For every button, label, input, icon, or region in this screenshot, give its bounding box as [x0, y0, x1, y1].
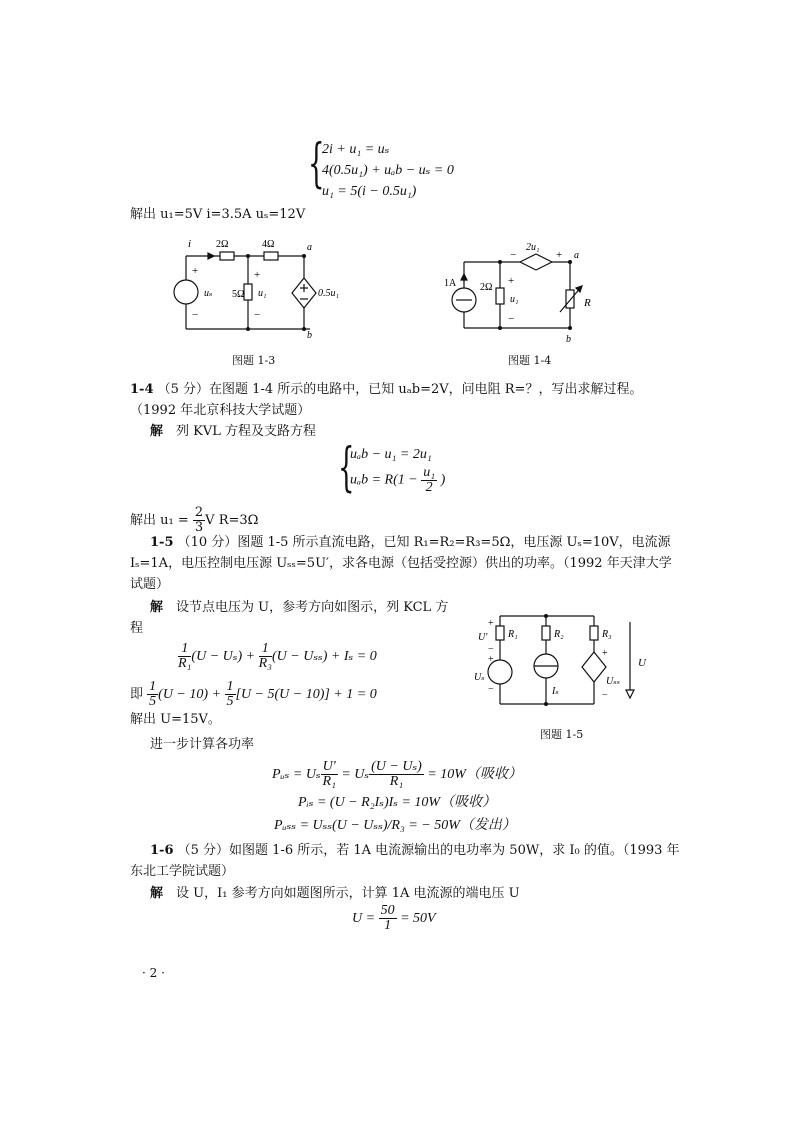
voltage-source-us — [174, 280, 198, 304]
system-brace: { — [338, 438, 355, 498]
resistor-2ohm — [220, 252, 234, 260]
problem-1-4-line1: 1-4 （5 分）在图题 1-4 所示的电路中，已知 uₐb=2V，问电阻 R=？，写出求解过程。 — [130, 382, 643, 397]
problem-1-5-line2: Iₛ=1A，电压控制电压源 Uₛₛ=5U′，求各电源（包括受控源）供出的功率。（1992 年天津大学 — [130, 556, 672, 571]
node-a: a — [574, 250, 579, 261]
solution-line: 解出 U=15V。 — [130, 712, 221, 727]
resistor-5ohm — [244, 284, 252, 300]
label-u1: u₁ — [258, 288, 267, 299]
label-0.5u1: 0.5u₁ — [318, 288, 339, 299]
system-brace: { — [308, 134, 325, 194]
variable-resistor-r — [566, 290, 574, 308]
label-2ohm: 2Ω — [480, 282, 493, 293]
plus-sign: + — [254, 269, 261, 281]
label-5ohm: 5Ω — [232, 289, 245, 300]
label-1a: 1A — [444, 278, 457, 289]
problem-1-5-line1: 1-5 （10 分）图题 1-5 所示直流电路，已知 R₁=R₂=R₃=5Ω，电压源 Uₛ=10V，电流源 — [150, 535, 671, 550]
equation: u₁ = 5(i − 0.5u₁) — [322, 184, 417, 199]
plus-sign: + — [508, 275, 515, 287]
problem-1-6-line1: 1-6 （5 分）如图题 1-6 所示，若 1A 电流源输出的电功率为 50W，求 I₀ 的值。（1993 年 — [150, 843, 680, 858]
plus-sign: + — [556, 249, 563, 261]
figure-caption: 图题 1-5 — [540, 728, 584, 741]
plus-sign: + — [488, 654, 494, 665]
label-r1: R₁ — [508, 629, 518, 640]
label-u1: u₁ — [510, 294, 519, 305]
plus-sign: + — [488, 618, 494, 629]
voltage-equation: U = $\frac{50}{1}$ = 50V — [352, 903, 436, 934]
circuit-figure-1-4 — [440, 238, 620, 348]
equation: 2i + u₁ = uₛ — [322, 142, 390, 157]
label-uprime: U′ — [478, 632, 488, 643]
label-2u1: 2u₁ — [526, 242, 540, 253]
resistor-r3 — [590, 626, 598, 640]
solution-intro: 解 设 U，I₁ 参考方向如题图所示，计算 1A 电流源的端电压 U — [150, 886, 520, 901]
minus-sign: − — [254, 309, 261, 321]
power-equation-3: Pᵤₛₛ = Uₛₛ(U − Uₛₛ)/R₃ = − 50W（发出） — [274, 818, 516, 833]
power-equation-1: Pᵤₛ = Uₛ $\frac{U'}{\text{R₁}}$ = Uₛ $\frac{\text{(U − Uₛ)}}{\text{R₁}}$ = 10W（吸收） — [272, 759, 522, 790]
equation: uₐb = R(1 − $\frac{\text{u₁}}{2}$ ) — [350, 465, 446, 495]
equation: uₐb − u₁ = 2u₁ — [350, 447, 432, 462]
power-equation-2: Pᵢₛ = (U − R₂Iₛ)Iₛ = 10W（吸收） — [298, 795, 497, 810]
label-4ohm: 4Ω — [262, 239, 275, 250]
node-b: b — [566, 334, 571, 345]
dependent-source-diamond — [520, 254, 552, 270]
minus-sign: − — [508, 313, 515, 325]
label-is: Iₛ — [552, 686, 559, 697]
kcl-numeric: 即 $\frac{1}{5}$ (U − 10) + $\frac{1}{5}$ [U − 5(U − 10)] + 1 = 0 — [130, 679, 377, 710]
label-us: Uₛ — [474, 672, 485, 683]
solution-intro: 解 列 KVL 方程及支路方程 — [150, 424, 317, 439]
dependent-source-diamond — [292, 278, 316, 308]
label-uss: Uₛₛ — [606, 676, 620, 687]
further-text: 进一步计算各功率 — [150, 737, 255, 752]
node-a: a — [307, 242, 312, 253]
kcl-equation: $\frac{1}{\text{R₁}}$ (U − Uₛ) + $\frac{1}{\text{R₃}}$ (U − Uₛₛ) + Iₛ = 0 — [178, 641, 377, 672]
label-u: U — [638, 657, 646, 669]
label-2ohm: 2Ω — [216, 239, 229, 250]
minus-sign: − — [510, 249, 517, 261]
resistor-r1 — [496, 626, 504, 640]
resistor-4ohm — [264, 252, 278, 260]
figure-caption: 图题 1-4 — [508, 354, 552, 367]
label-r2: R₂ — [554, 629, 564, 640]
equation: 4(0.5u₁) + uₐb − uₛ = 0 — [322, 163, 454, 178]
problem-1-6-line2: 东北工学院试题） — [130, 864, 235, 879]
label-r: R — [584, 297, 591, 309]
plus-sign: + — [192, 265, 199, 277]
minus-sign: − — [602, 690, 608, 701]
solution-line: 解出 u₁ = $\frac{2}{3}$ V R=3Ω — [130, 505, 259, 535]
problem-1-4-line2: （1992 年北京科技大学试题） — [130, 403, 311, 418]
label-r3: R₃ — [602, 629, 612, 640]
circuit-figure-1-5 — [470, 608, 660, 718]
solution-intro: 解 设节点电压为 U，参考方向如图示，列 KCL 方 — [150, 600, 449, 615]
page-number: · 2 · — [142, 966, 165, 980]
label-us: uₛ — [204, 288, 213, 299]
resistor-2ohm — [496, 288, 504, 304]
minus-sign: − — [488, 684, 494, 695]
label-i: i — [188, 238, 192, 250]
plus-sign: + — [602, 648, 608, 659]
circuit-figure-1-3 — [160, 232, 360, 342]
solution-intro-cont: 程 — [130, 621, 144, 636]
node-b: b — [307, 330, 312, 341]
minus-sign: − — [488, 644, 494, 655]
resistor-r2 — [542, 626, 550, 640]
minus-sign: − — [192, 309, 199, 321]
problem-1-5-line3: 试题） — [130, 577, 170, 592]
solution-line: 解出 u₁=5V i=3.5A uₛ=12V — [130, 207, 306, 222]
figure-caption: 图题 1-3 — [232, 354, 276, 367]
